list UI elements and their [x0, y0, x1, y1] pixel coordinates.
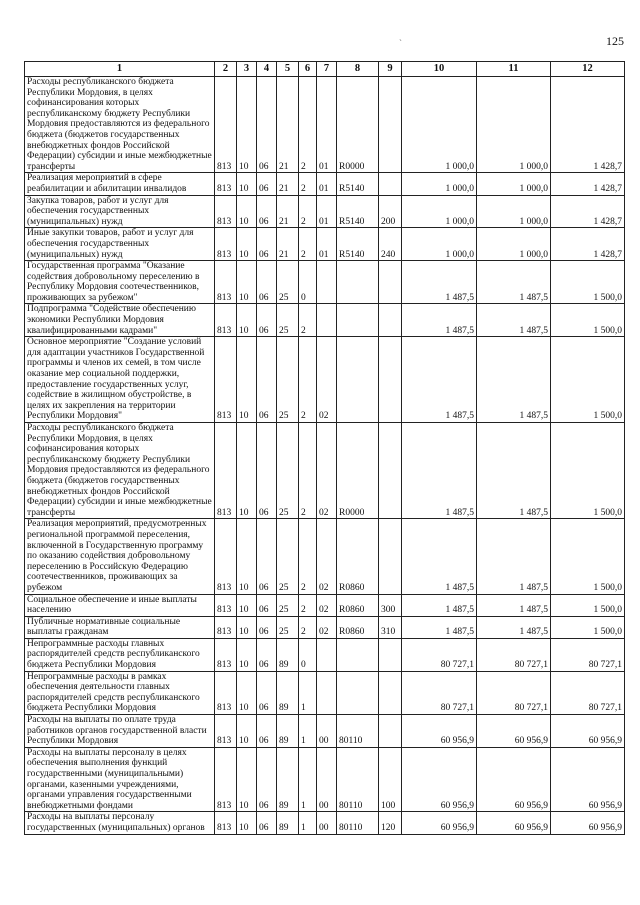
row-value-cell: 1 000,0 — [402, 77, 477, 173]
row-name-cell: Публичные нормативные социальные выплаты гражданам — [25, 616, 215, 638]
row-value-cell: 06 — [257, 228, 277, 261]
row-value-cell: 2 — [299, 519, 317, 594]
row-value-cell — [379, 423, 402, 519]
row-value-cell: 813 — [215, 747, 237, 812]
row-value-cell: 10 — [237, 594, 257, 616]
row-value-cell: 10 — [237, 638, 257, 671]
row-value-cell: 1 428,7 — [551, 195, 625, 228]
row-value-cell: 1 — [299, 812, 317, 834]
row-value-cell — [337, 304, 379, 337]
row-value-cell: 813 — [215, 337, 237, 423]
row-value-cell: 1 000,0 — [477, 228, 551, 261]
row-value-cell: R0860 — [337, 616, 379, 638]
row-value-cell: 60 956,9 — [402, 715, 477, 748]
row-value-cell: 1 428,7 — [551, 173, 625, 195]
row-value-cell: 1 000,0 — [402, 195, 477, 228]
row-value-cell — [379, 519, 402, 594]
row-value-cell: 06 — [257, 195, 277, 228]
row-value-cell: 02 — [317, 423, 337, 519]
row-value-cell: 120 — [379, 812, 402, 834]
row-value-cell: 1 000,0 — [477, 77, 551, 173]
row-value-cell: 89 — [277, 638, 299, 671]
row-value-cell: 80 727,1 — [402, 671, 477, 714]
row-value-cell: 1 500,0 — [551, 261, 625, 304]
row-value-cell: 21 — [277, 173, 299, 195]
row-value-cell: 0 — [299, 261, 317, 304]
table-row — [25, 616, 625, 638]
row-value-cell: 10 — [237, 616, 257, 638]
row-value-cell: 10 — [237, 747, 257, 812]
row-value-cell: 02 — [317, 337, 337, 423]
row-name-cell: Непрограммные расходы главных распорядителей средств республиканского бюджета Республики Мордовия — [25, 638, 215, 671]
row-name-cell: Основное мероприятие "Создание условий для адаптации участников Государственной программы и членов их семей, в том числе оказание мер социальной поддержки, предоставление государственных услуг, содействие в жилищном обустройстве, в целях их закрепления на территории Республики Мордовия" — [25, 337, 215, 423]
row-value-cell: 06 — [257, 337, 277, 423]
row-value-cell: 1 487,5 — [477, 423, 551, 519]
row-value-cell: 06 — [257, 638, 277, 671]
row-name-cell: Расходы на выплаты по оплате труда работников органов государственной власти Республики Мордовия — [25, 715, 215, 748]
row-value-cell: 21 — [277, 228, 299, 261]
row-value-cell: 80 727,1 — [477, 671, 551, 714]
header-cell: 10 — [402, 62, 477, 77]
row-value-cell: 25 — [277, 337, 299, 423]
row-value-cell: 813 — [215, 77, 237, 173]
row-value-cell: 01 — [317, 173, 337, 195]
row-value-cell: 89 — [277, 747, 299, 812]
row-name-cell: Государственная программа "Оказание содействия добровольному переселению в Республику Мордовия соотечественников, проживающих за рубежом" — [25, 261, 215, 304]
row-value-cell: 10 — [237, 173, 257, 195]
row-value-cell: 01 — [317, 77, 337, 173]
row-value-cell: 1 428,7 — [551, 77, 625, 173]
row-value-cell: 1 487,5 — [402, 261, 477, 304]
row-value-cell: 1 500,0 — [551, 423, 625, 519]
row-value-cell: 2 — [299, 228, 317, 261]
row-value-cell: 813 — [215, 423, 237, 519]
row-value-cell: 100 — [379, 747, 402, 812]
row-value-cell: R0860 — [337, 594, 379, 616]
row-value-cell: 310 — [379, 616, 402, 638]
row-value-cell — [337, 638, 379, 671]
row-name-cell: Расходы республиканского бюджета Республики Мордовия, в целях софинансирования которых республиканскому бюджету Республики Мордовия предоставляются из федерального бюджета (бюджетов государственных внебюджетных фондов Российской Федерации) субсидии и иные межбюджетные трансферты — [25, 77, 215, 173]
page-number: 125 — [606, 34, 624, 48]
row-value-cell: 25 — [277, 616, 299, 638]
row-value-cell: 02 — [317, 594, 337, 616]
row-value-cell — [379, 671, 402, 714]
table-row — [25, 519, 625, 594]
row-name-cell: Реализация мероприятий в сфере реабилитации и абилитации инвалидов — [25, 173, 215, 195]
row-value-cell: 25 — [277, 423, 299, 519]
row-value-cell: 813 — [215, 616, 237, 638]
row-value-cell: R5140 — [337, 173, 379, 195]
row-value-cell — [337, 671, 379, 714]
row-value-cell: 1 487,5 — [477, 261, 551, 304]
row-value-cell: 1 500,0 — [551, 616, 625, 638]
row-value-cell: R0000 — [337, 423, 379, 519]
row-value-cell: 813 — [215, 261, 237, 304]
row-value-cell: 06 — [257, 594, 277, 616]
table-row — [25, 77, 625, 173]
row-value-cell — [379, 304, 402, 337]
header-cell: 8 — [337, 62, 379, 77]
row-value-cell: 813 — [215, 173, 237, 195]
row-value-cell: 80110 — [337, 747, 379, 812]
row-value-cell: 0 — [299, 638, 317, 671]
row-value-cell: 06 — [257, 715, 277, 748]
row-value-cell: 60 956,9 — [551, 715, 625, 748]
row-value-cell: 80110 — [337, 715, 379, 748]
row-value-cell — [379, 77, 402, 173]
row-value-cell: 2 — [299, 173, 317, 195]
row-value-cell: 01 — [317, 228, 337, 261]
row-value-cell: 06 — [257, 671, 277, 714]
table-row — [25, 228, 625, 261]
table-row — [25, 423, 625, 519]
row-value-cell: 10 — [237, 423, 257, 519]
row-value-cell: 1 500,0 — [551, 594, 625, 616]
header-cell: 2 — [215, 62, 237, 77]
row-value-cell: 60 956,9 — [402, 747, 477, 812]
row-value-cell: 813 — [215, 715, 237, 748]
row-value-cell: 06 — [257, 616, 277, 638]
row-value-cell: 813 — [215, 228, 237, 261]
row-value-cell: 60 956,9 — [477, 812, 551, 834]
row-value-cell: 1 500,0 — [551, 519, 625, 594]
row-value-cell: 25 — [277, 594, 299, 616]
row-value-cell: 1 487,5 — [402, 423, 477, 519]
row-value-cell: 2 — [299, 77, 317, 173]
row-value-cell: 60 956,9 — [551, 812, 625, 834]
row-value-cell: 1 487,5 — [477, 304, 551, 337]
row-value-cell: 10 — [237, 337, 257, 423]
row-value-cell: 813 — [215, 594, 237, 616]
row-value-cell: 60 956,9 — [477, 747, 551, 812]
row-value-cell: 2 — [299, 616, 317, 638]
row-value-cell: 80 727,1 — [551, 638, 625, 671]
row-value-cell: 1 000,0 — [477, 195, 551, 228]
row-value-cell: 1 000,0 — [402, 228, 477, 261]
header-cell: 4 — [257, 62, 277, 77]
row-value-cell: 10 — [237, 812, 257, 834]
row-value-cell: 80 727,1 — [551, 671, 625, 714]
row-value-cell — [379, 173, 402, 195]
row-value-cell: 02 — [317, 616, 337, 638]
row-value-cell: 06 — [257, 812, 277, 834]
row-value-cell — [337, 337, 379, 423]
row-value-cell — [379, 261, 402, 304]
row-value-cell: 10 — [237, 304, 257, 337]
header-cell: 5 — [277, 62, 299, 77]
row-value-cell: 1 — [299, 671, 317, 714]
row-value-cell: 06 — [257, 423, 277, 519]
row-value-cell — [379, 715, 402, 748]
row-value-cell: 00 — [317, 812, 337, 834]
row-value-cell — [379, 638, 402, 671]
table-row — [25, 173, 625, 195]
row-name-cell: Закупка товаров, работ и услуг для обеспечения государственных (муниципальных) нужд — [25, 195, 215, 228]
row-value-cell — [379, 337, 402, 423]
row-value-cell: 813 — [215, 638, 237, 671]
row-value-cell: 1 — [299, 715, 317, 748]
row-value-cell: 10 — [237, 77, 257, 173]
row-value-cell: 1 428,7 — [551, 228, 625, 261]
row-value-cell: 01 — [317, 195, 337, 228]
table-row — [25, 812, 625, 834]
header-cell: 3 — [237, 62, 257, 77]
row-value-cell: R0860 — [337, 519, 379, 594]
table-row — [25, 261, 625, 304]
row-value-cell: 10 — [237, 715, 257, 748]
row-value-cell: 06 — [257, 747, 277, 812]
row-value-cell: 1 487,5 — [477, 519, 551, 594]
table-row — [25, 715, 625, 748]
row-value-cell — [317, 304, 337, 337]
row-value-cell: 10 — [237, 228, 257, 261]
row-value-cell: 813 — [215, 671, 237, 714]
table-row — [25, 671, 625, 714]
row-name-cell: Подпрограмма "Содействие обеспечению экономики Республики Мордовия квалифицированными кадрами" — [25, 304, 215, 337]
row-name-cell: Расходы на выплаты персоналу в целях обеспечения выполнения функций государственными (муниципальными) органами, казенными учреждениями, органами управления государственными внебюджетными фондами — [25, 747, 215, 812]
row-value-cell: 200 — [379, 195, 402, 228]
row-name-cell: Непрограммные расходы в рамках обеспечения деятельности главных распорядителей средств республиканского бюджета Республики Мордовия — [25, 671, 215, 714]
table-row — [25, 638, 625, 671]
table-row — [25, 195, 625, 228]
row-value-cell: 10 — [237, 195, 257, 228]
row-value-cell: 1 487,5 — [402, 519, 477, 594]
row-value-cell: 1 487,5 — [402, 594, 477, 616]
row-value-cell: 06 — [257, 77, 277, 173]
row-value-cell: 2 — [299, 337, 317, 423]
row-value-cell: 813 — [215, 304, 237, 337]
table-row — [25, 747, 625, 812]
header-cell: 1 — [25, 62, 215, 77]
row-value-cell: 1 500,0 — [551, 337, 625, 423]
header-cell: 6 — [299, 62, 317, 77]
row-value-cell: 1 487,5 — [402, 616, 477, 638]
row-value-cell: 80 727,1 — [402, 638, 477, 671]
row-value-cell: 06 — [257, 173, 277, 195]
row-value-cell — [317, 261, 337, 304]
row-value-cell: R0000 — [337, 77, 379, 173]
table-row — [25, 304, 625, 337]
row-value-cell: 89 — [277, 671, 299, 714]
row-name-cell: Расходы республиканского бюджета Республики Мордовия, в целях софинансирования которых республиканскому бюджету Республики Мордовия предоставляются из федерального бюджета (бюджетов государственных внебюджетных фондов Российской Федерации) субсидии и иные межбюджетные трансферты — [25, 423, 215, 519]
header-cell: 11 — [477, 62, 551, 77]
row-value-cell: 813 — [215, 519, 237, 594]
row-value-cell: 1 487,5 — [477, 616, 551, 638]
row-value-cell: 25 — [277, 261, 299, 304]
row-value-cell: 300 — [379, 594, 402, 616]
row-value-cell: 25 — [277, 519, 299, 594]
row-name-cell: Иные закупки товаров, работ и услуг для обеспечения государственных (муниципальных) нужд — [25, 228, 215, 261]
row-value-cell: 21 — [277, 77, 299, 173]
row-value-cell: 1 487,5 — [402, 304, 477, 337]
row-value-cell: 25 — [277, 304, 299, 337]
row-value-cell: 80 727,1 — [477, 638, 551, 671]
header-cell: 7 — [317, 62, 337, 77]
row-value-cell: 10 — [237, 519, 257, 594]
row-value-cell — [317, 638, 337, 671]
row-value-cell: 1 000,0 — [477, 173, 551, 195]
row-value-cell: 00 — [317, 715, 337, 748]
row-value-cell: 813 — [215, 195, 237, 228]
table-header-row — [25, 62, 625, 77]
row-value-cell: 21 — [277, 195, 299, 228]
scan-mark: ` — [399, 38, 402, 48]
row-value-cell: 10 — [237, 261, 257, 304]
row-value-cell: 813 — [215, 812, 237, 834]
row-value-cell: 1 500,0 — [551, 304, 625, 337]
row-value-cell: 89 — [277, 715, 299, 748]
row-value-cell: 2 — [299, 423, 317, 519]
table-body — [25, 77, 625, 835]
row-value-cell — [317, 671, 337, 714]
row-name-cell: Реализация мероприятий, предусмотренных региональной программой переселения, включенной в Государственную программу по оказанию содействия добровольному переселению в Российскую Федерацию соотечественников, проживающих за рубежом — [25, 519, 215, 594]
table-row — [25, 594, 625, 616]
row-value-cell: 80110 — [337, 812, 379, 834]
row-name-cell: Социальное обеспечение и иные выплаты населению — [25, 594, 215, 616]
row-name-cell: Расходы на выплаты персоналу государственных (муниципальных) органов — [25, 812, 215, 834]
row-value-cell: R5140 — [337, 195, 379, 228]
budget-table — [24, 61, 625, 835]
row-value-cell: 1 487,5 — [477, 594, 551, 616]
row-value-cell: 60 956,9 — [551, 747, 625, 812]
table-row — [25, 337, 625, 423]
row-value-cell: 60 956,9 — [477, 715, 551, 748]
header-cell: 9 — [379, 62, 402, 77]
row-value-cell: 2 — [299, 304, 317, 337]
row-value-cell: 2 — [299, 195, 317, 228]
row-value-cell: 1 — [299, 747, 317, 812]
row-value-cell: 1 487,5 — [477, 337, 551, 423]
header-cell: 12 — [551, 62, 625, 77]
row-value-cell: 02 — [317, 519, 337, 594]
row-value-cell: 00 — [317, 747, 337, 812]
row-value-cell: 06 — [257, 261, 277, 304]
row-value-cell: 240 — [379, 228, 402, 261]
row-value-cell: R5140 — [337, 228, 379, 261]
row-value-cell — [337, 261, 379, 304]
row-value-cell: 06 — [257, 519, 277, 594]
row-value-cell: 60 956,9 — [402, 812, 477, 834]
row-value-cell: 10 — [237, 671, 257, 714]
row-value-cell: 2 — [299, 594, 317, 616]
row-value-cell: 1 487,5 — [402, 337, 477, 423]
row-value-cell: 89 — [277, 812, 299, 834]
row-value-cell: 06 — [257, 304, 277, 337]
row-value-cell: 1 000,0 — [402, 173, 477, 195]
